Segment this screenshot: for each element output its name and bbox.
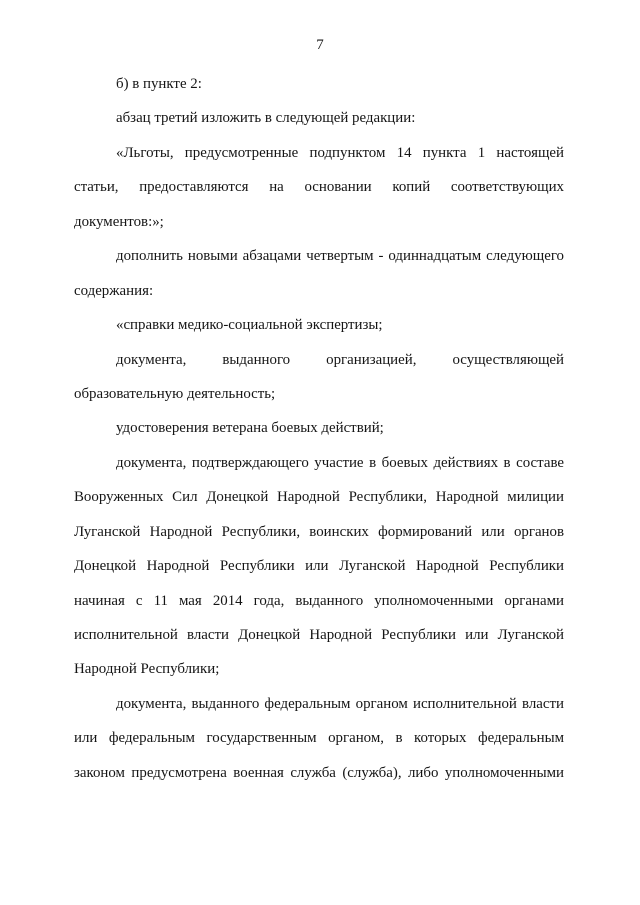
text-line: удостоверения ветерана боевых действий; xyxy=(116,420,384,437)
text-line: дополнить новыми абзацами четвертым - одиннадцатым следующего xyxy=(116,248,564,265)
text-line: образовательную деятельность; xyxy=(74,385,276,402)
text-line: статьи, предоставляются на основании копий соответствующих xyxy=(74,179,564,196)
text-line: документа, выданного федеральным органом исполнительной власти xyxy=(116,695,564,712)
text-line: документов:»; xyxy=(74,213,164,230)
text-line: документа, выданного организацией, осуществляющей xyxy=(116,351,564,368)
text-line: Луганской Народной Республики, воинских формирований или органов xyxy=(74,523,564,540)
page-number: 7 xyxy=(316,37,324,53)
paragraph xyxy=(74,308,564,342)
paragraph xyxy=(74,239,564,308)
text-line: абзац третий изложить в следующей редакции: xyxy=(116,110,416,127)
document-body xyxy=(74,67,564,790)
paragraph xyxy=(74,446,564,687)
paragraph xyxy=(74,411,564,445)
paragraph xyxy=(74,687,564,790)
text-line: или федеральным государственным органом, в которых федеральным xyxy=(74,730,564,747)
text-line: начиная с 11 мая 2014 года, выданного уполномоченными органами xyxy=(74,592,564,609)
text-line: Народной Республики; xyxy=(74,661,220,678)
text-line: документа, подтверждающего участие в боевых действиях в составе xyxy=(116,454,564,471)
text-line: Вооруженных Сил Донецкой Народной Республики, Народной милиции xyxy=(74,489,564,506)
paragraph xyxy=(74,67,564,101)
paragraph xyxy=(74,136,564,239)
paragraph xyxy=(74,343,564,412)
text-line: законом предусмотрена военная служба (служба), либо уполномоченными xyxy=(74,764,564,781)
text-line: б) в пункте 2: xyxy=(116,76,202,92)
text-line: «Льготы, предусмотренные подпунктом 14 пункта 1 настоящей xyxy=(116,144,564,161)
text-line: содержания: xyxy=(74,282,154,299)
text-line: исполнительной власти Донецкой Народной Республики или Луганской xyxy=(74,627,564,643)
text-line: Донецкой Народной Республики или Луганской Народной Республики xyxy=(74,558,564,575)
paragraph xyxy=(74,101,564,135)
text-line: «справки медико-социальной экспертизы; xyxy=(116,317,383,334)
